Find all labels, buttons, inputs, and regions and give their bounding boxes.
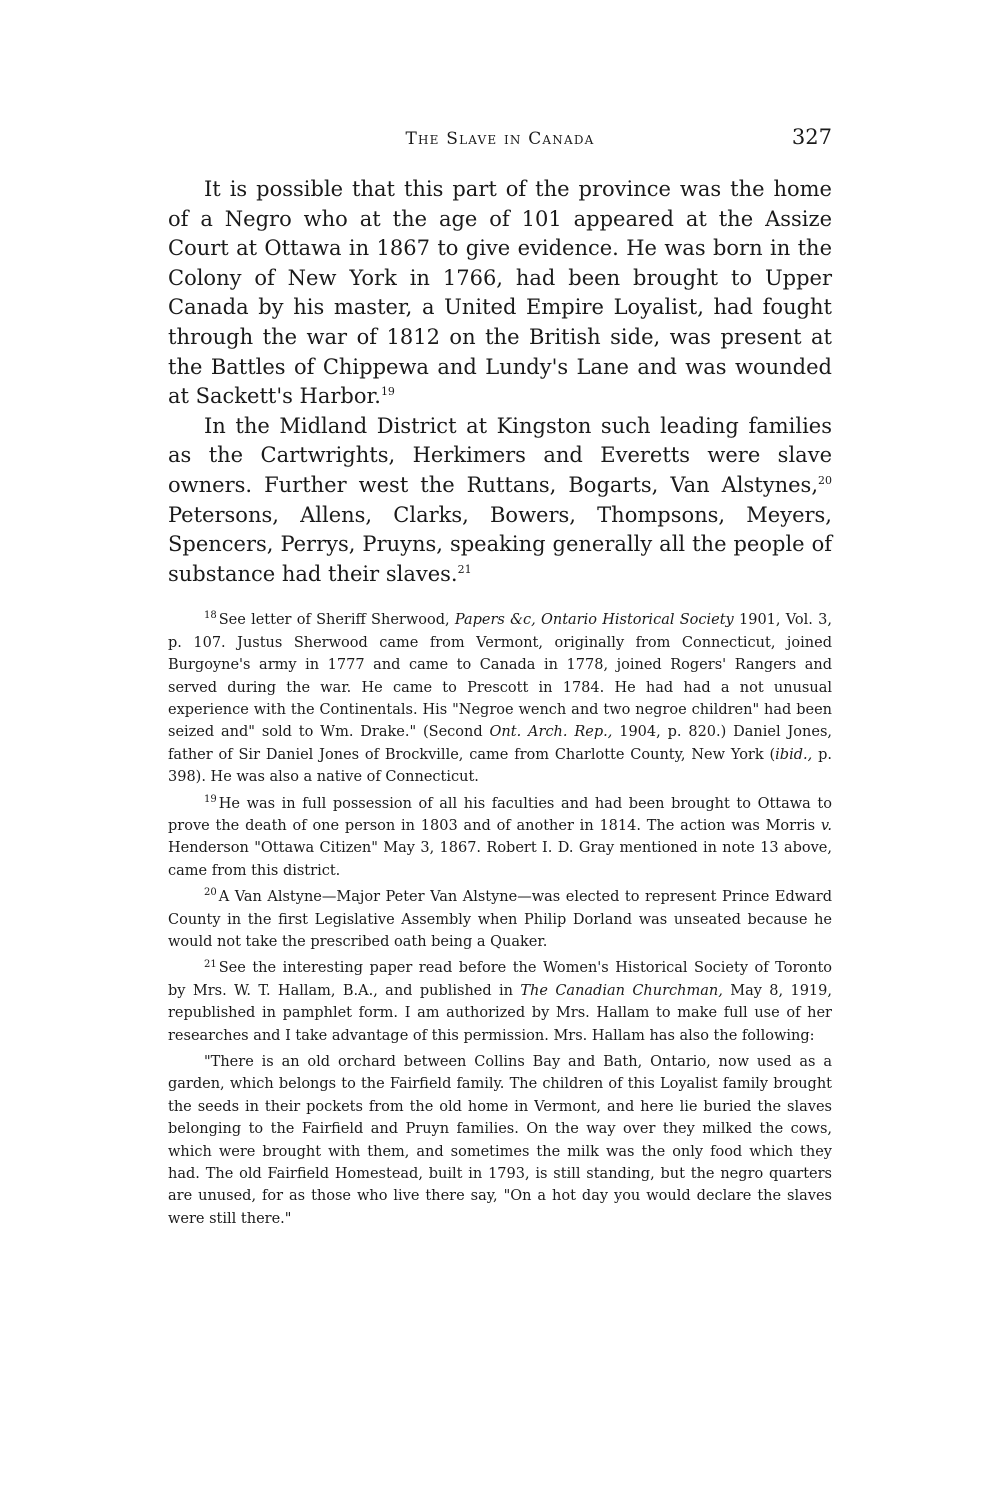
footnote-citation: The Canadian Churchman, <box>520 982 723 999</box>
footnote-text: 1904, p. 820.) Daniel Jones, father of Sir Daniel Jones of Brockville, came from Charlotte County, New York ( <box>168 724 832 763</box>
footnote-ref-20: 20 <box>818 473 832 487</box>
footnote-ref-21: 21 <box>457 562 472 576</box>
paragraph-2 <box>168 412 832 590</box>
footnote-text: Henderson "Ottawa Citizen" May 3, 1867. Robert I. D. Gray mentioned in note 13 above, came from this district. <box>168 840 832 879</box>
footnote-citation: Papers &c, Ontario Historical Society <box>454 612 734 629</box>
footnote-citation: Ont. Arch. Rep., <box>489 724 613 741</box>
body-text <box>168 175 832 589</box>
footnote-text: See letter of Sheriff Sherwood, <box>218 612 455 629</box>
paragraph-1 <box>168 175 832 412</box>
paragraph-text: It is possible that this part of the province was the home of a Negro who at the age of 101 appeared at the Assize Court at Ottawa in 1867 to give evidence. He was born in the Colony of New York in 1766, had been brought to Upper Canada by his master, a United Empire Loyalist, had fought through the war of 1812 on the British side, was present at the Battles of Chippewa and Lundy's Lane and was wounded at Sackett's Harbor. <box>168 177 832 409</box>
running-title: The Slave in Canada <box>405 129 595 149</box>
running-head <box>168 125 832 161</box>
paragraph-text: Petersons, Allens, Clarks, Bowers, Thompsons, Meyers, Spencers, Perrys, Pruyns, speaking generally all the people of substance had their slaves. <box>168 502 832 586</box>
paragraph-text: In the Midland District at Kingston such leading families as the Cartwrights, Herkimers and Everetts were slave owners. Further west the Ruttans, Bogarts, Van Alstynes, <box>168 413 832 497</box>
page-number: 327 <box>791 125 832 149</box>
footnote-ref-19: 19 <box>380 385 395 399</box>
footnote-text: He was in full possession of all his faculties and had been brought to Ottawa to prove the death of one person in 1803 and of another in 1814. The action was Morris <box>168 795 832 834</box>
footnote-number: 18 <box>204 610 217 622</box>
footnote-21 <box>168 957 832 1047</box>
footnote-19 <box>168 793 832 883</box>
footnote-20 <box>168 886 832 953</box>
footnote-number: 20 <box>204 887 217 899</box>
footnote-text: p. 398). He was also a native of Connecticut. <box>168 746 832 786</box>
footnotes <box>168 609 832 1230</box>
footnote-quote: "There is an old orchard between Collins Bay and Bath, Ontario, now used as a garden, which belongs to the Fairfield family. The children of this Loyalist family brought the seeds in their pockets from the old home in Vermont, and here lie buried the slaves belonging to the Fairfield and Pruyn families. On the way over they milked the cows, which were brought with them, and sometimes the milk was the only food which they had. The old Fairfield Homestead, built in 1793, is still standing, but the negro quarters are unused, for as those who live there say, "On a hot day you would declare the slaves were still there." <box>168 1054 832 1227</box>
footnote-text: A Van Alstyne—Major Peter Van Alstyne—was elected to represent Prince Edward County in the first Legislative Assembly when Philip Dorland was unseated because he would not take the prescribed oath being a Quaker. <box>168 889 832 950</box>
footnote-citation: ibid., <box>775 746 813 763</box>
footnote-text: 1901, Vol. 3, p. 107. Justus Sherwood came from Vermont, originally from Connecticut, joined Burgoyne's army in 1777 and came to Canada in 1778, joined Rogers' Rangers and served during the war. He came to Prescott in 1784. He had had a not unusual experience with the Continentals. His "Negroe wench and two negroe children" had been seized and" sold to Wm. Drake." (Second <box>168 612 832 741</box>
footnote-citation: v. <box>820 817 832 834</box>
footnote-number: 21 <box>204 958 217 970</box>
footnote-text: See the interesting paper read before the Women's Historical Society of Toronto by Mrs. W. T. Hallam, B.A., and published in <box>168 960 832 999</box>
book-page <box>168 125 832 1234</box>
footnote-number: 19 <box>204 793 217 805</box>
footnote-18 <box>168 609 832 788</box>
footnote-text: May 8, 1919, republished in pamphlet form. I am authorized by Mrs. Hallam to make full use of her researches and I take advantage of this permission. Mrs. Hallam has also the following: <box>168 982 832 1044</box>
